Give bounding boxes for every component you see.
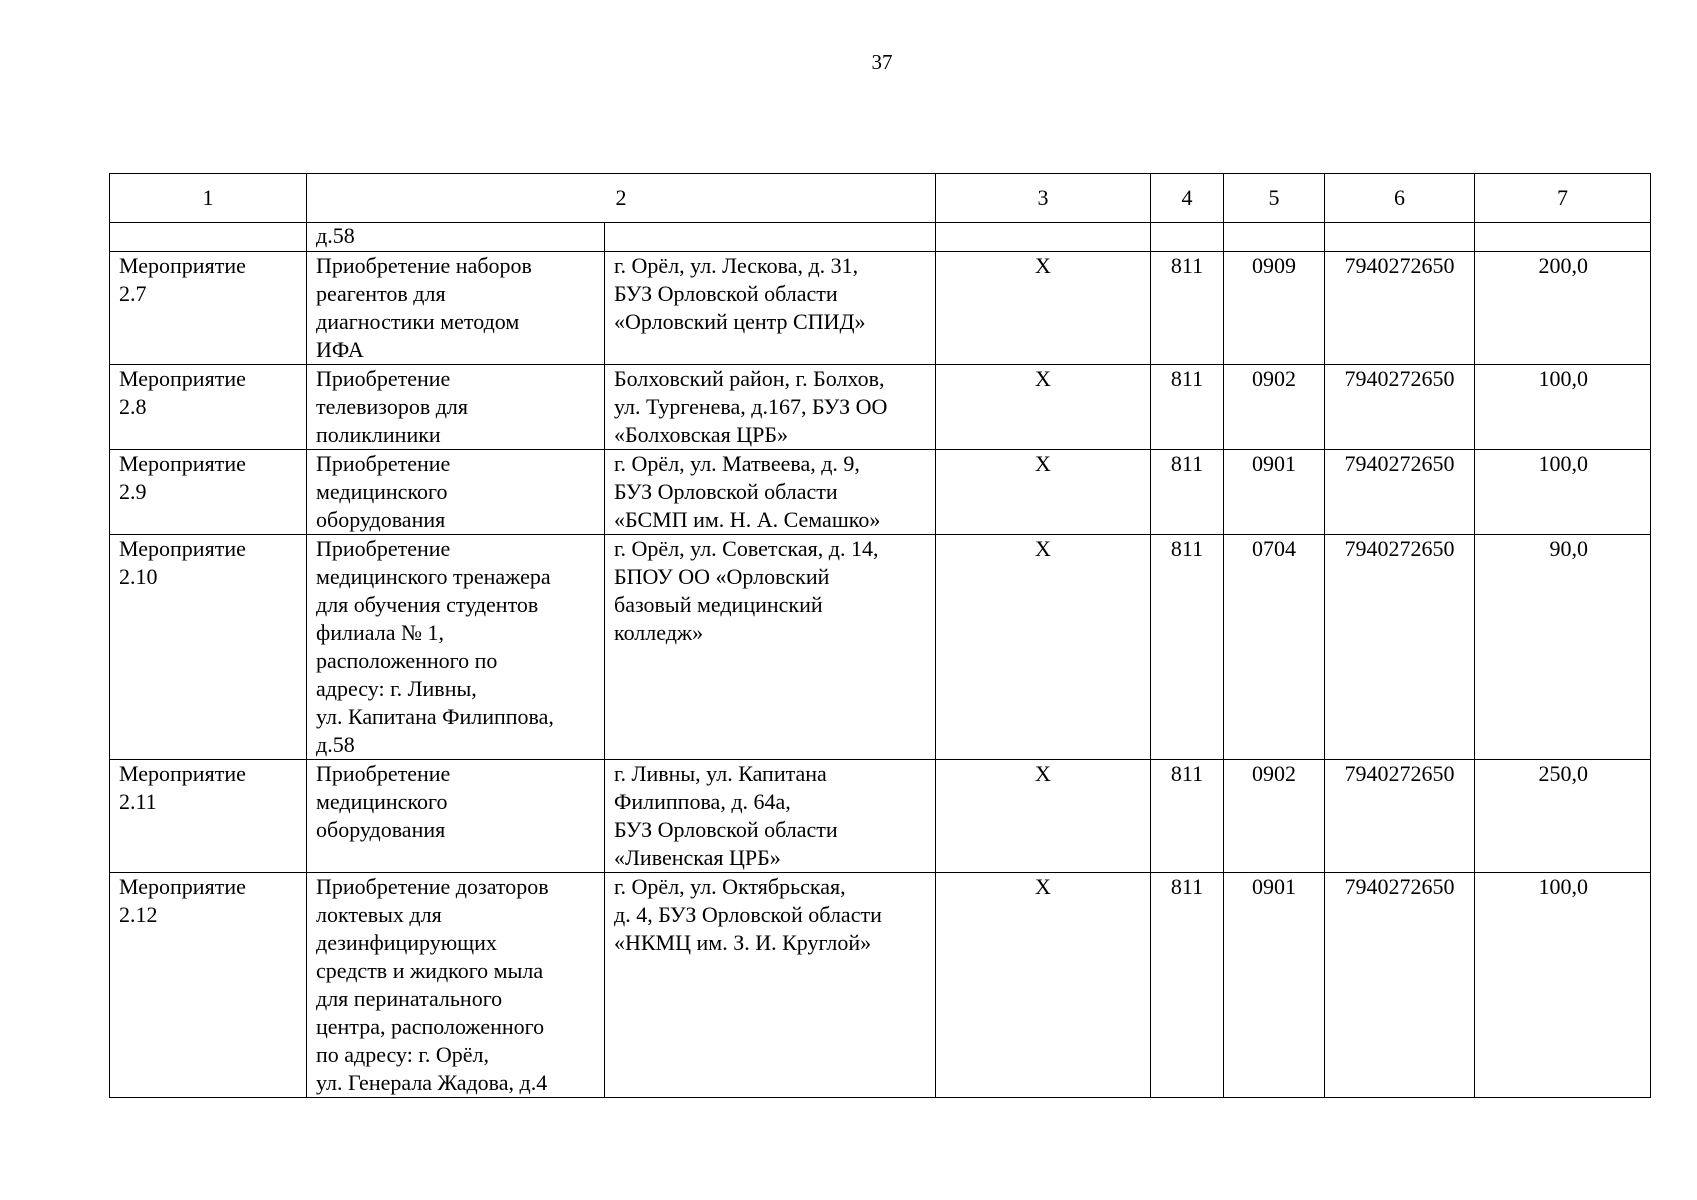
- col6-cell: 7940272650: [1325, 535, 1475, 760]
- address-cell: г. Орёл, ул. Октябрьская, д. 4, БУЗ Орловской области «НКМЦ им. З. И. Круглой»: [605, 873, 936, 1098]
- header-cell-3: 3: [936, 174, 1151, 223]
- col3-cell: Х: [936, 365, 1151, 450]
- address-cell: г. Орёл, ул. Советская, д. 14, БПОУ ОО «Орловский базовый медицинский колледж»: [605, 535, 936, 760]
- event-cell: Мероприятие 2.11: [110, 760, 307, 873]
- col7-cell: 100,0: [1475, 365, 1651, 450]
- event-cell: Мероприятие 2.8: [110, 365, 307, 450]
- col3-cell: Х: [936, 873, 1151, 1098]
- col4-cell: 811: [1151, 760, 1224, 873]
- table-row: [110, 873, 1651, 1098]
- continuation-address-cell: [605, 223, 936, 252]
- continuation-col3-cell: [936, 223, 1151, 252]
- col5-cell: 0902: [1224, 365, 1325, 450]
- col7-cell: 100,0: [1475, 873, 1651, 1098]
- header-cell-2: 2: [307, 174, 936, 223]
- table-row: [110, 365, 1651, 450]
- continuation-col4-cell: [1151, 223, 1224, 252]
- table-row: [110, 252, 1651, 365]
- table-body: [110, 174, 1651, 1098]
- col6-cell: 7940272650: [1325, 450, 1475, 535]
- col5-cell: 0909: [1224, 252, 1325, 365]
- col4-cell: 811: [1151, 365, 1224, 450]
- header-cell-7: 7: [1475, 174, 1651, 223]
- col5-cell: 0704: [1224, 535, 1325, 760]
- col4-cell: 811: [1151, 450, 1224, 535]
- col4-cell: 811: [1151, 252, 1224, 365]
- header-cell-1: 1: [110, 174, 307, 223]
- description-cell: Приобретение наборов реагентов для диагностики методом ИФА: [307, 252, 605, 365]
- col3-cell: Х: [936, 252, 1151, 365]
- continuation-col5-cell: [1224, 223, 1325, 252]
- event-cell: Мероприятие 2.9: [110, 450, 307, 535]
- col6-cell: 7940272650: [1325, 873, 1475, 1098]
- col3-cell: Х: [936, 760, 1151, 873]
- header-row: [110, 174, 1651, 223]
- continuation-row: [110, 223, 1651, 252]
- table-row: [110, 535, 1651, 760]
- description-cell: Приобретение телевизоров для поликлиники: [307, 365, 605, 450]
- event-cell: Мероприятие 2.10: [110, 535, 307, 760]
- col7-cell: 250,0: [1475, 760, 1651, 873]
- col6-cell: 7940272650: [1325, 365, 1475, 450]
- description-cell: Приобретение медицинского тренажера для обучения студентов филиала № 1, расположенного по адресу: г. Ливны, ул. Капитана Филиппова, д.58: [307, 535, 605, 760]
- address-cell: г. Орёл, ул. Матвеева, д. 9, БУЗ Орловской области «БСМП им. Н. А. Семашко»: [605, 450, 936, 535]
- col7-cell: 100,0: [1475, 450, 1651, 535]
- address-cell: Болховский район, г. Болхов, ул. Тургенева, д.167, БУЗ ОО «Болховская ЦРБ»: [605, 365, 936, 450]
- col7-cell: 200,0: [1475, 252, 1651, 365]
- description-cell: Приобретение медицинского оборудования: [307, 450, 605, 535]
- description-cell: Приобретение дозаторов локтевых для дезинфицирующих средств и жидкого мыла для перинатального центра, расположенного по адресу: г. Орёл, ул. Генерала Жадова, д.4: [307, 873, 605, 1098]
- header-cell-5: 5: [1224, 174, 1325, 223]
- col7-cell: 90,0: [1475, 535, 1651, 760]
- header-cell-4: 4: [1151, 174, 1224, 223]
- continuation-event-cell: [110, 223, 307, 252]
- description-cell: Приобретение медицинского оборудования: [307, 760, 605, 873]
- page-number: 37: [871, 50, 893, 74]
- col4-cell: 811: [1151, 873, 1224, 1098]
- address-cell: г. Ливны, ул. Капитана Филиппова, д. 64а, БУЗ Орловской области «Ливенская ЦРБ»: [605, 760, 936, 873]
- continuation-col7-cell: [1475, 223, 1651, 252]
- col3-cell: Х: [936, 450, 1151, 535]
- event-cell: Мероприятие 2.7: [110, 252, 307, 365]
- col3-cell: Х: [936, 535, 1151, 760]
- col5-cell: 0901: [1224, 873, 1325, 1098]
- col4-cell: 811: [1151, 535, 1224, 760]
- table-row: [110, 760, 1651, 873]
- budget-table: [109, 173, 1651, 1098]
- table-row: [110, 450, 1651, 535]
- continuation-description-cell: д.58: [307, 223, 605, 252]
- address-cell: г. Орёл, ул. Лескова, д. 31, БУЗ Орловской области «Орловский центр СПИД»: [605, 252, 936, 365]
- event-cell: Мероприятие 2.12: [110, 873, 307, 1098]
- col6-cell: 7940272650: [1325, 252, 1475, 365]
- col6-cell: 7940272650: [1325, 760, 1475, 873]
- col5-cell: 0902: [1224, 760, 1325, 873]
- col5-cell: 0901: [1224, 450, 1325, 535]
- header-cell-6: 6: [1325, 174, 1475, 223]
- continuation-col6-cell: [1325, 223, 1475, 252]
